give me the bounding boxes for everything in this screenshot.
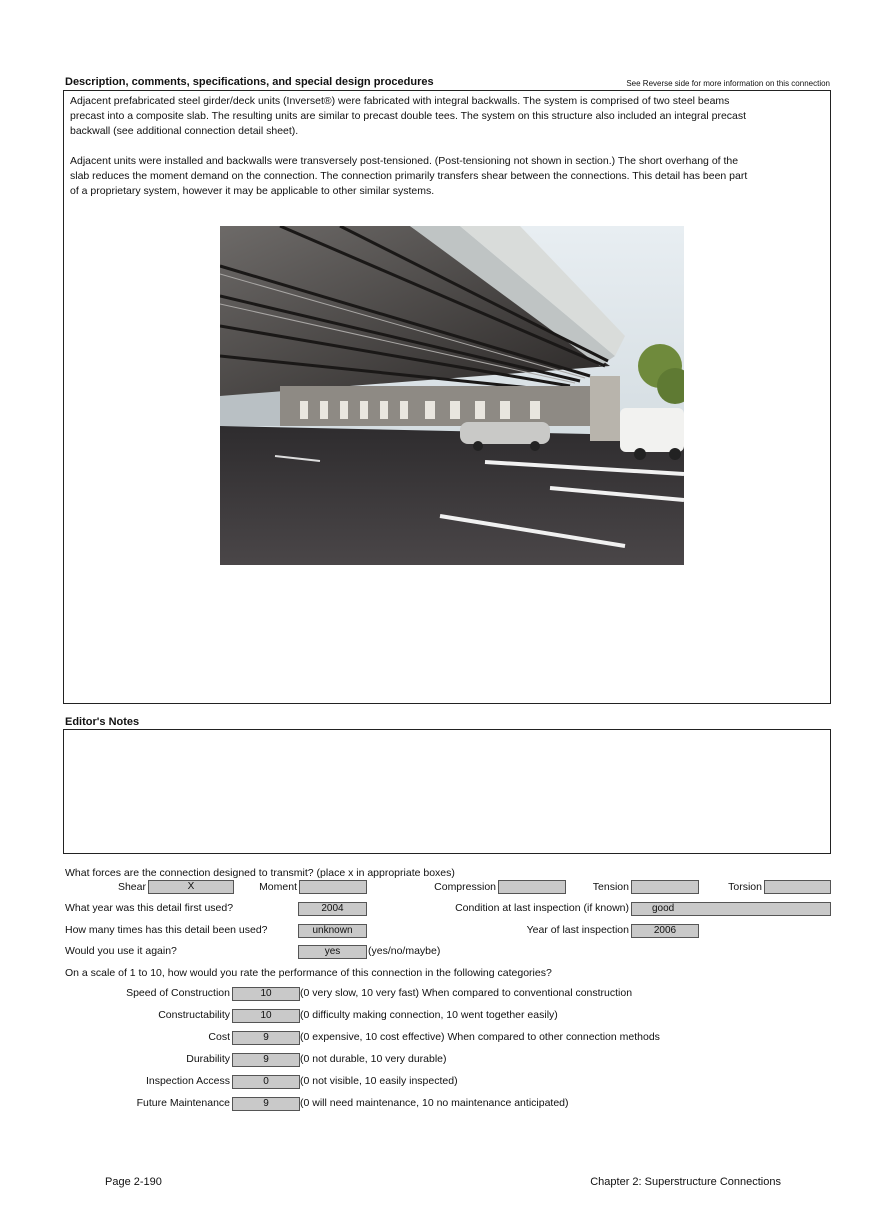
rating-note: (0 will need maintenance, 10 no maintenance anticipated) xyxy=(300,1097,569,1109)
page-number: Page 2-190 xyxy=(105,1176,162,1188)
rating-value[interactable]: 10 xyxy=(232,1009,300,1023)
use-again-hint: (yes/no/maybe) xyxy=(368,945,441,957)
shear-field[interactable]: X xyxy=(148,880,234,894)
first-used-field[interactable]: 2004 xyxy=(298,902,367,916)
rating-value[interactable]: 10 xyxy=(232,987,300,1001)
compression-label: Compression xyxy=(434,881,496,893)
condition-question: Condition at last inspection (if known) xyxy=(455,902,629,914)
rating-label: Future Maintenance xyxy=(136,1097,230,1109)
use-again-question: Would you use it again? xyxy=(65,945,177,957)
year-inspection-question: Year of last inspection xyxy=(526,924,629,936)
description-line: Adjacent prefabricated steel girder/deck units (Inverset®) were fabricated with integral backwalls. The system is comprised of two steel beams xyxy=(70,95,730,107)
description-line: Adjacent units were installed and backwalls were transversely post-tensioned. (Post-tensioning not shown in section.) The short overhang of the xyxy=(70,155,739,167)
moment-label: Moment xyxy=(259,881,297,893)
rating-value[interactable]: 9 xyxy=(232,1031,300,1045)
year-inspection-field[interactable]: 2006 xyxy=(631,924,699,938)
first-used-question: What year was this detail first used? xyxy=(65,902,234,914)
description-line: precast into a composite slab. The resulting units are similar to precast double tees. The system on this structure also included an integral precast xyxy=(70,110,747,122)
rating-note: (0 not durable, 10 very durable) xyxy=(300,1053,447,1065)
condition-field[interactable]: good xyxy=(631,902,831,916)
rating-value[interactable]: 9 xyxy=(232,1097,300,1111)
rating-note: (0 expensive, 10 cost effective) When compared to other connection methods xyxy=(300,1031,660,1043)
description-line: backwall (see additional connection detail sheet). xyxy=(70,125,299,137)
rating-label: Speed of Construction xyxy=(126,987,230,999)
rating-label: Cost xyxy=(208,1031,230,1043)
times-used-field[interactable]: unknown xyxy=(298,924,367,938)
ratings-question: On a scale of 1 to 10, how would you rate the performance of this connection in the following categories? xyxy=(65,967,552,979)
torsion-label: Torsion xyxy=(728,881,762,893)
section-title: Description, comments, specifications, and special design procedures xyxy=(65,76,434,88)
editors-notes-title: Editor's Notes xyxy=(65,716,140,728)
tension-field[interactable] xyxy=(631,880,699,894)
forces-question: What forces are the connection designed to transmit? (place x in appropriate boxes) xyxy=(65,867,455,879)
bridge-underside-photo xyxy=(220,226,684,565)
torsion-field[interactable] xyxy=(764,880,831,894)
rating-label: Constructability xyxy=(158,1009,230,1021)
description-box xyxy=(63,90,831,704)
editors-notes-box[interactable] xyxy=(63,729,831,854)
rating-value[interactable]: 9 xyxy=(232,1053,300,1067)
rating-note: (0 very slow, 10 very fast) When compared to conventional construction xyxy=(300,987,633,999)
reverse-side-note: See Reverse side for more information on this connection xyxy=(626,79,830,88)
compression-field[interactable] xyxy=(498,880,566,894)
rating-label: Inspection Access xyxy=(145,1075,230,1087)
description-text xyxy=(70,94,820,199)
rating-note: (0 difficulty making connection, 10 went together easily) xyxy=(300,1009,558,1021)
rating-note: (0 not visible, 10 easily inspected) xyxy=(300,1075,458,1087)
description-line: of a proprietary system, however it may be applicable to other similar systems. xyxy=(70,185,435,197)
chapter-title: Chapter 2: Superstructure Connections xyxy=(590,1176,781,1188)
use-again-field[interactable]: yes xyxy=(298,945,367,959)
description-line: slab reduces the moment demand on the connection. The connection primarily transfers shear between the connections. This detail has been part xyxy=(70,170,748,182)
moment-field[interactable] xyxy=(299,880,367,894)
rating-value[interactable]: 0 xyxy=(232,1075,300,1089)
shear-label: Shear xyxy=(117,881,146,893)
times-used-question: How many times has this detail been used? xyxy=(65,924,268,936)
rating-label: Durability xyxy=(186,1053,230,1065)
tension-label: Tension xyxy=(592,881,629,893)
